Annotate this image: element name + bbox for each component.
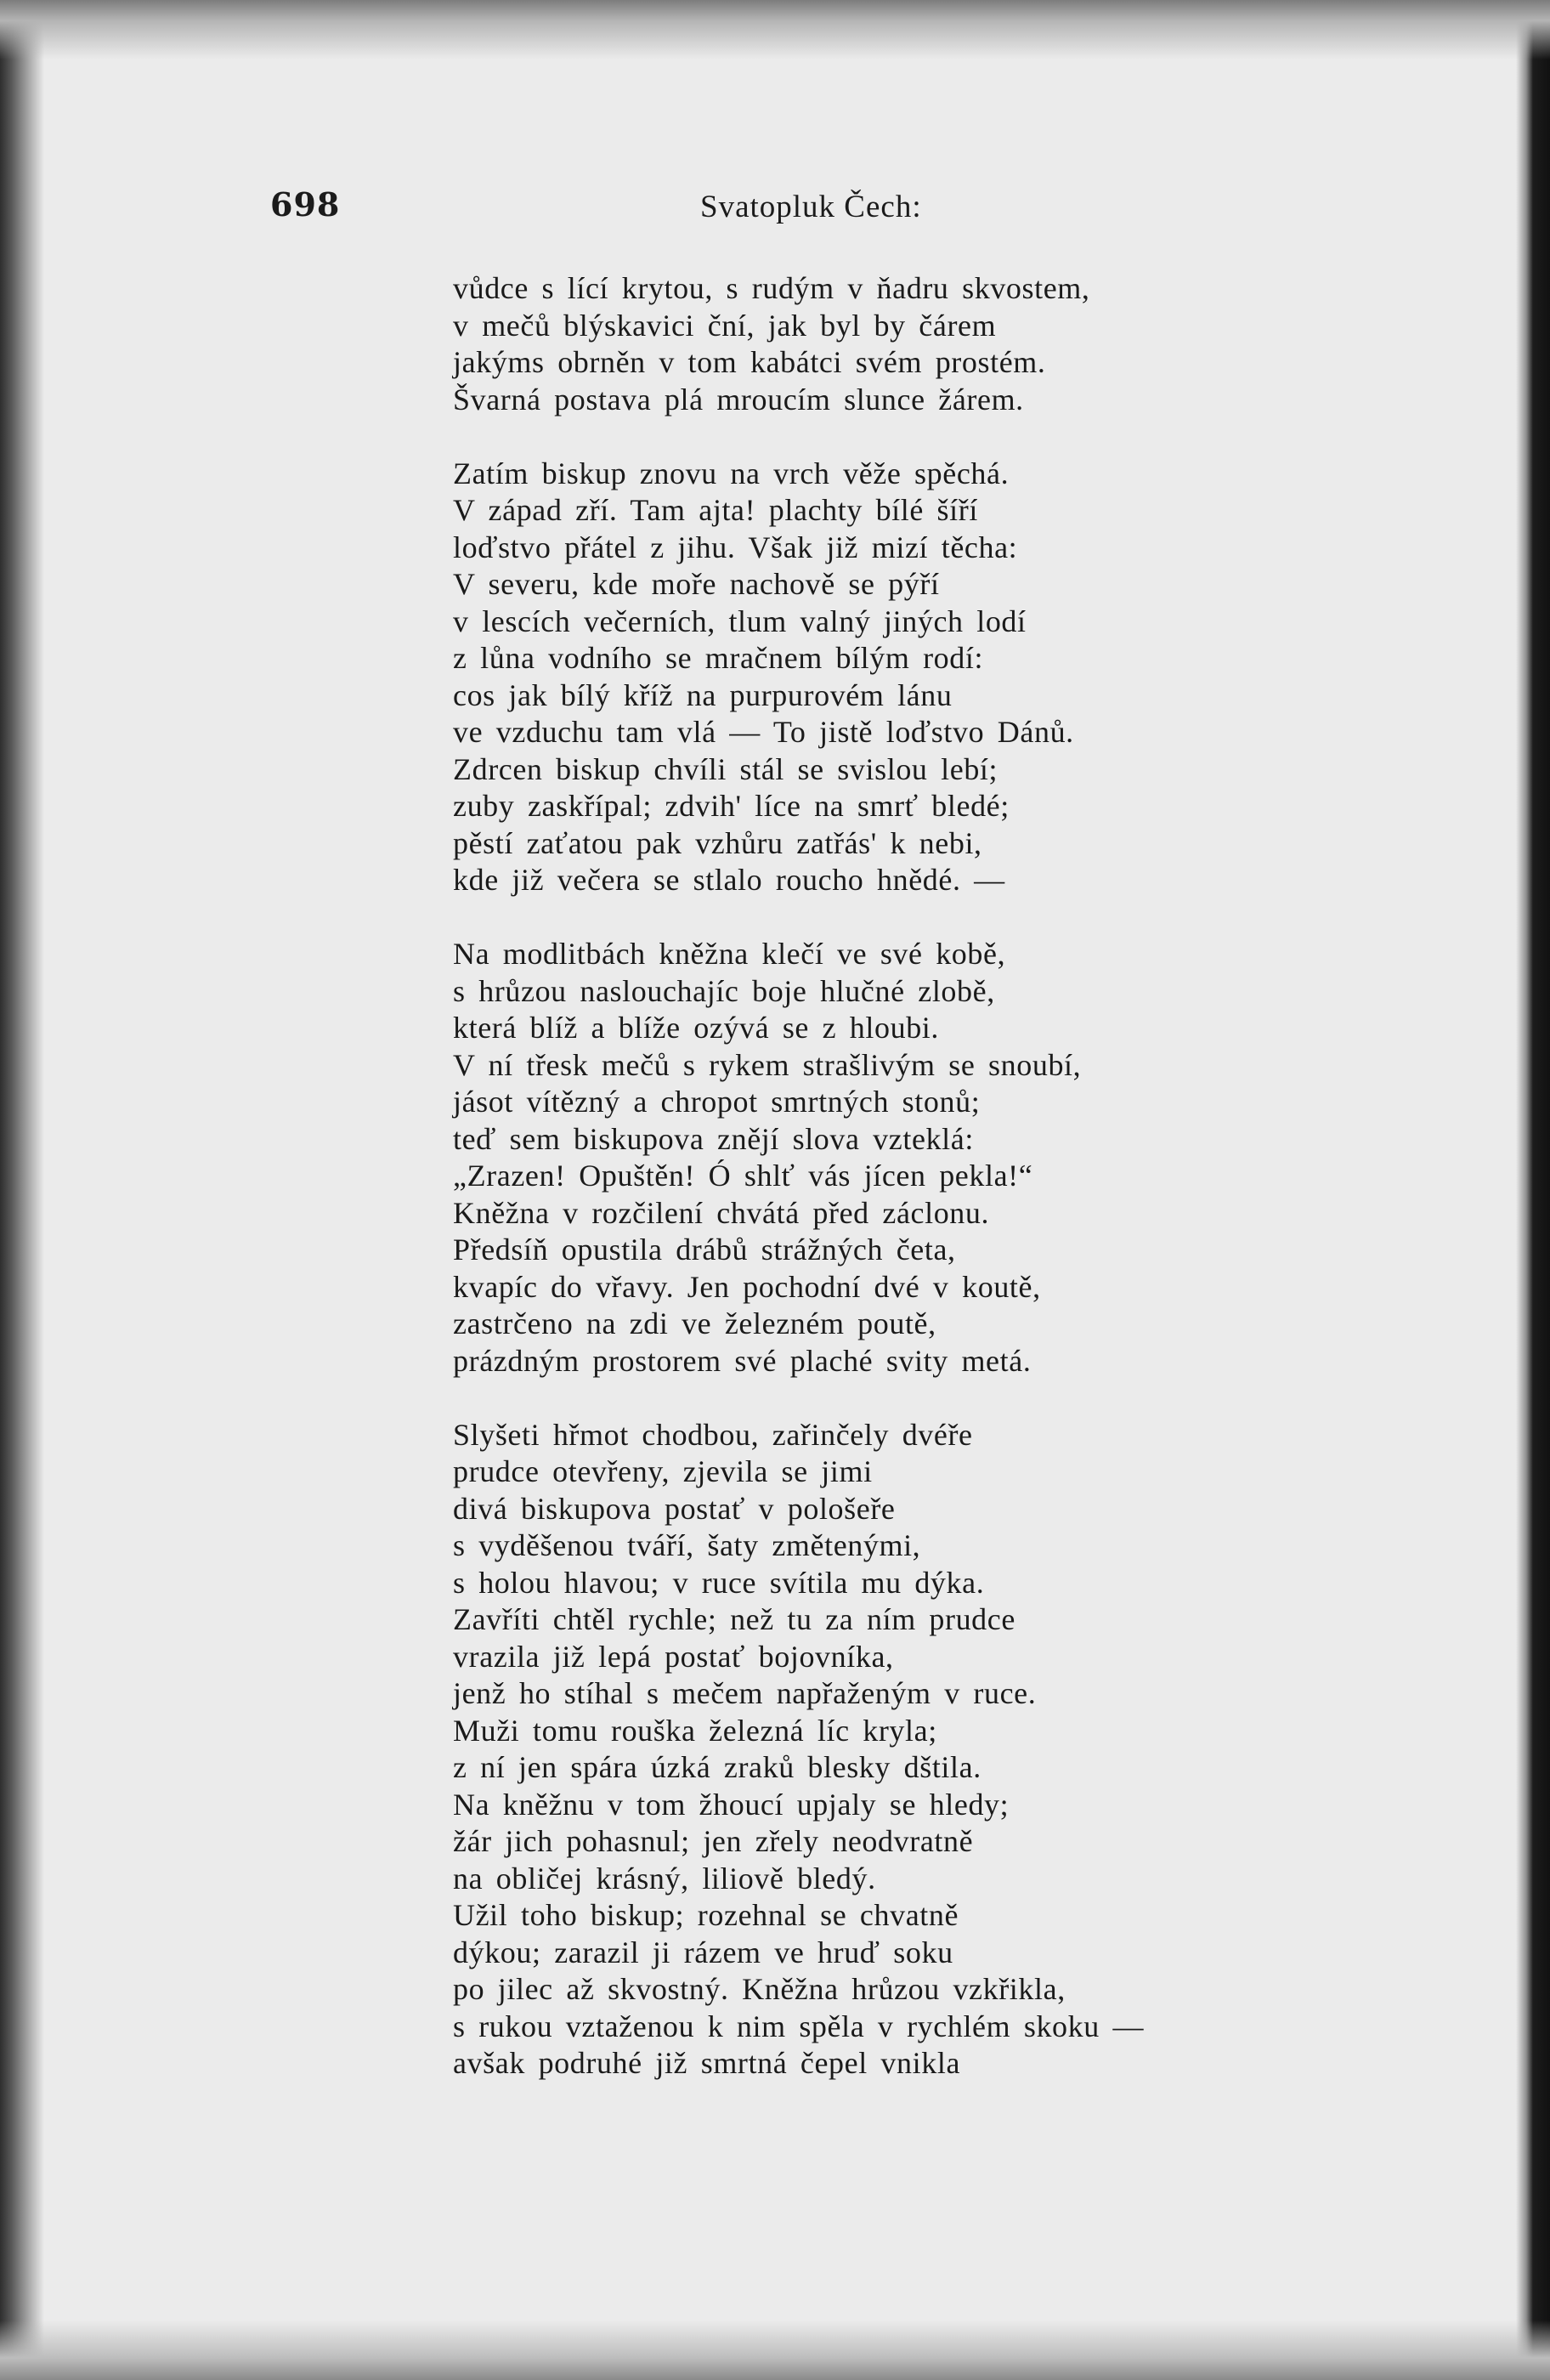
poem-line: pěstí zaťatou pak vzhůru zatřás' k nebi, (453, 825, 982, 860)
stanza (453, 936, 1303, 1380)
poem-line: vrazila již lepá postať bojovníka, (453, 1639, 894, 1674)
poem-line: s vyděšenou tváří, šaty změtenými, (453, 1528, 921, 1562)
page-shadow-top (0, 0, 1550, 60)
poem-line: ve vzduchu tam vlá — To jistě loďstvo Dánů. (453, 715, 1074, 749)
poem-line: zastrčeno na zdi ve železném poutě, (453, 1306, 936, 1340)
poem-line: v mečů blýskavici ční, jak byl by čárem (453, 308, 997, 343)
poem-line: teď sem biskupova znějí slova vzteklá: (453, 1121, 974, 1156)
poem-line: kvapíc do vřavy. Jen pochodní dvé v koutě, (453, 1269, 1041, 1304)
stanza (453, 270, 1303, 418)
poem-line: Na modlitbách kněžna klečí ve své kobě, (453, 937, 1006, 971)
poem-line: dýkou; zarazil ji rázem ve hruď soku (453, 1935, 953, 1969)
poem-line: jenž ho stíhal s mečem napřaženým v ruce. (453, 1676, 1037, 1710)
poem-line: v lescích večerních, tlum valný jiných lodí (453, 604, 1027, 638)
poem-line: z ní jen spára úzká zraků blesky dštila. (453, 1750, 981, 1784)
poem-line: jakýms obrněn v tom kabátci svém prostém. (453, 345, 1046, 379)
poem-line: „Zrazen! Opuštěn! Ó shlť vás jícen pekla!“ (453, 1159, 1033, 1193)
poem-line: Zdrcen biskup chvíli stál se svislou lebí; (453, 751, 998, 786)
poem-line: V ní třesk mečů s rykem strašlivým se snoubí, (453, 1047, 1082, 1082)
poem-line: s rukou vztaženou k nim spěla v rychlém skoku — (453, 2009, 1145, 2043)
poem-line: loďstvo přátel z jihu. Však již mizí těcha: (453, 530, 1018, 564)
poem-line: cos jak bílý kříž na purpurovém lánu (453, 677, 953, 712)
running-head: Svatopluk Čech: (700, 190, 922, 224)
poem-line: z lůna vodního se mračnem bílým rodí: (453, 641, 984, 675)
poem-line: kde již večera se stlalo roucho hnědé. — (453, 863, 1005, 897)
poem-line: zuby zaskřípal; zdvih' líce na smrť bledé; (453, 789, 1010, 823)
poem-line: Kněžna v rozčilení chvátá před záclonu. (453, 1195, 990, 1230)
poem-line: s hrůzou naslouchajíc boje hlučné zlobě, (453, 973, 995, 1008)
poem-text (453, 270, 1303, 2119)
poem-line: Slyšeti hřmot chodbou, zařinčely dvéře (453, 1417, 973, 1452)
poem-line: V severu, kde moře nachově se pýří (453, 567, 940, 601)
poem-line: která blíž a blíže ozývá se z hloubi. (453, 1011, 939, 1045)
page-number: 698 (270, 185, 341, 224)
poem-line: žár jich pohasnul; jen zřely neodvratně (453, 1824, 974, 1858)
poem-line: prázdným prostorem své plaché svity metá. (453, 1343, 1032, 1378)
poem-line: V západ zří. Tam ajta! plachty bílé šíří (453, 493, 978, 527)
page-header (270, 185, 933, 228)
stanza (453, 456, 1303, 899)
stanza (453, 1417, 1303, 2082)
poem-line: na obličej krásný, liliově bledý. (453, 1861, 876, 1896)
poem-line: jásot vítězný a chropot smrtných stonů; (453, 1085, 981, 1119)
poem-line: Předsíň opustila drábů strážných četa, (453, 1232, 956, 1266)
page-shadow-bottom (0, 2320, 1550, 2380)
poem-line: Švarná postava plá mroucím slunce žárem. (453, 382, 1024, 416)
poem-line: divá biskupova postať v pološeře (453, 1491, 896, 1526)
poem-line: Na kněžnu v tom žhoucí upjaly se hledy; (453, 1787, 1010, 1822)
poem-line: prudce otevřeny, zjevila se jimi (453, 1454, 873, 1488)
poem-line: po jilec až skvostný. Kněžna hrůzou vzkřikla, (453, 1972, 1066, 2006)
poem-line: s holou hlavou; v ruce svítila mu dýka. (453, 1565, 985, 1600)
poem-line: Muži tomu rouška železná líc kryla; (453, 1713, 937, 1748)
poem-line: avšak podruhé již smrtná čepel vnikla (453, 2046, 961, 2080)
poem-line: Zatím biskup znovu na vrch věže spěchá. (453, 456, 1010, 490)
poem-line: Zavříti chtěl rychle; než tu za ním prudce (453, 1602, 1015, 1636)
poem-line: Užil toho biskup; rozehnal se chvatně (453, 1898, 959, 1932)
page-shadow-right (1516, 0, 1550, 2380)
page-shadow-left (0, 0, 44, 2380)
poem-line: vůdce s lící krytou, s rudým v ňadru skvostem, (453, 271, 1090, 305)
